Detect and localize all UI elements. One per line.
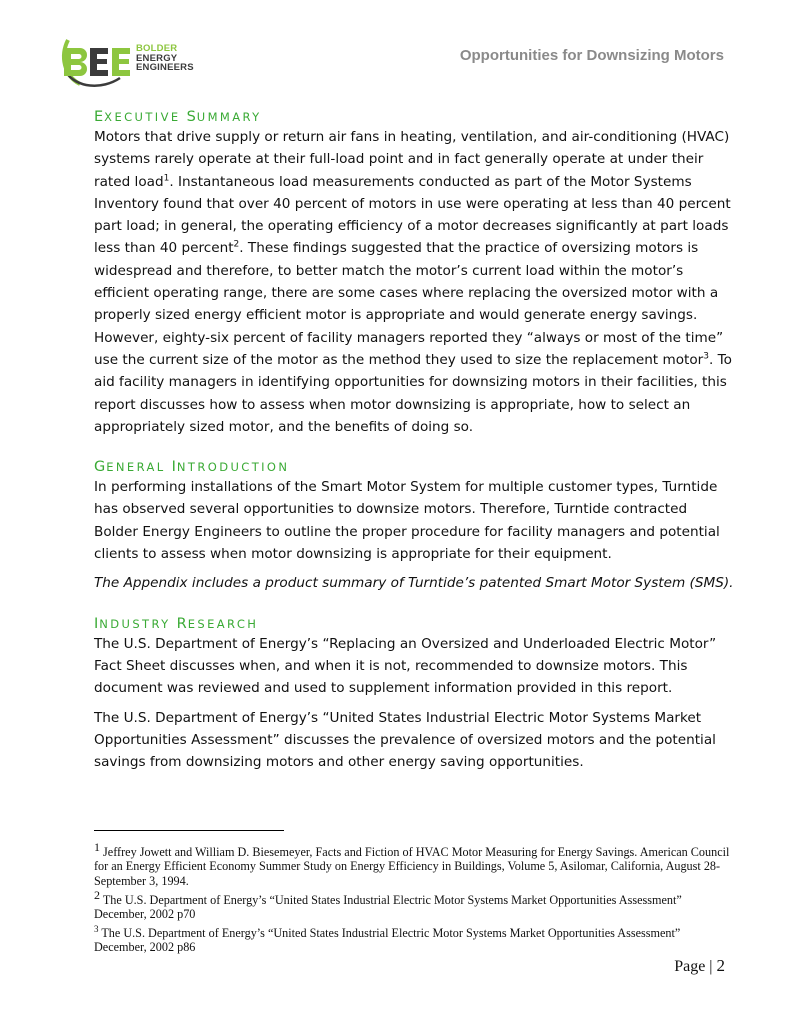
heading-industry-research: INDUSTRY RESEARCH xyxy=(94,615,259,632)
general-introduction-paragraph: In performing installations of the Smart Motor System for multiple customer types, Turntide has observed several opportunities to downsize motors. Therefore, Turntide contracted Bolder Energy Engineers to outline the proper procedure for facility managers and potential clients to assess when motor downsizing is appropriate for their equipment. xyxy=(94,479,720,563)
bee-logo-icon xyxy=(58,28,138,90)
header-title: Opportunities for Downsizing Motors xyxy=(459,47,724,64)
industry-research-paragraph-2: The U.S. Department of Energy’s “United States Industrial Electric Motor Systems Market Opportunities Assessment” discusses the prevalence of oversized motors and the potential savings from downsizing motors and other energy saving opportunities. xyxy=(94,709,716,771)
document-body xyxy=(94,104,734,773)
logo-line-3: ENGINEERS xyxy=(136,62,194,73)
footnote-divider xyxy=(94,830,284,831)
footnote-3: $^3$ The U.S. Department of Energy’s “United States Industrial Electric Motor Systems Market Opportunities Assessment” December, 2002 p86 xyxy=(94,923,681,954)
footnotes xyxy=(94,840,734,954)
logo-line-1: BOLDER xyxy=(136,43,178,54)
heading-executive-summary: EXECUTIVE SUMMARY xyxy=(94,109,262,125)
logo-wordmark xyxy=(136,44,194,73)
page-number-value: 2 xyxy=(716,956,725,975)
page-label: Page | xyxy=(674,958,717,975)
page-number xyxy=(674,956,725,976)
appendix-note: The Appendix includes a product summary of Turntide’s patented Smart Motor System (SMS). xyxy=(94,575,734,592)
executive-summary-paragraph: Motors that drive supply or return air fans in heating, ventilation, and air-conditioning (HVAC) systems rarely operate at their full-load point and in fact generally operate at under their rated load$^1$. Instantaneous load measurements conducted as part of the Motor Systems Inventory found that over 40 percent of motors in use were operating at less than 40 percent part load; in general, the operating efficiency of a motor decreases significantly at part loads less than 40 percent$^2$. These findings suggested that the practice of oversizing motors is widespread and therefore, to better match the motor’s current load within the motor’s efficient operating range, there are some cases where replacing the oversized motor with a properly sized energy efficient motor is appropriate and would generate energy savings. However, eighty-six percent of facility managers reported they “always or most of the time” use the current size of the motor as the method they used to size the replacement motor$^3$. To aid facility managers in identifying opportunities for downsizing motors in their facilities, this report discusses how to assess when motor downsizing is appropriate, how to select an appropriately sized motor, and the benefits of doing so. xyxy=(94,129,732,435)
footnote-1: $^1$ Jeffrey Jowett and William D. Biesemeyer, Facts and Fiction of HVAC Motor Measuring for Energy Savings. American Council for an Energy Efficient Economy Summer Study on Energy Efficiency in Buildings, Volume 5, Asilomar, California, August 28-September 3, 1994. xyxy=(94,840,730,888)
industry-research-paragraph-1: The U.S. Department of Energy’s “Replacing an Oversized and Underloaded Electric Motor” Fact Sheet discusses when, and when it is not, recommended to downsize motors. This document was reviewed and used to supplement information provided in this report. xyxy=(94,635,717,697)
heading-general-introduction: GENERAL INTRODUCTION xyxy=(94,459,290,476)
footnote-ref-3[interactable]: 3 xyxy=(703,351,709,362)
footnote-ref-1[interactable]: 1 xyxy=(163,173,170,184)
footnote-ref-2[interactable]: 2 xyxy=(233,239,240,250)
logo-line-2: ENERGY xyxy=(136,52,178,64)
footnote-2: $^2$ The U.S. Department of Energy’s “United States Industrial Electric Motor Systems Market Opportunities Assessment” December, 2002 p70 xyxy=(94,887,682,922)
